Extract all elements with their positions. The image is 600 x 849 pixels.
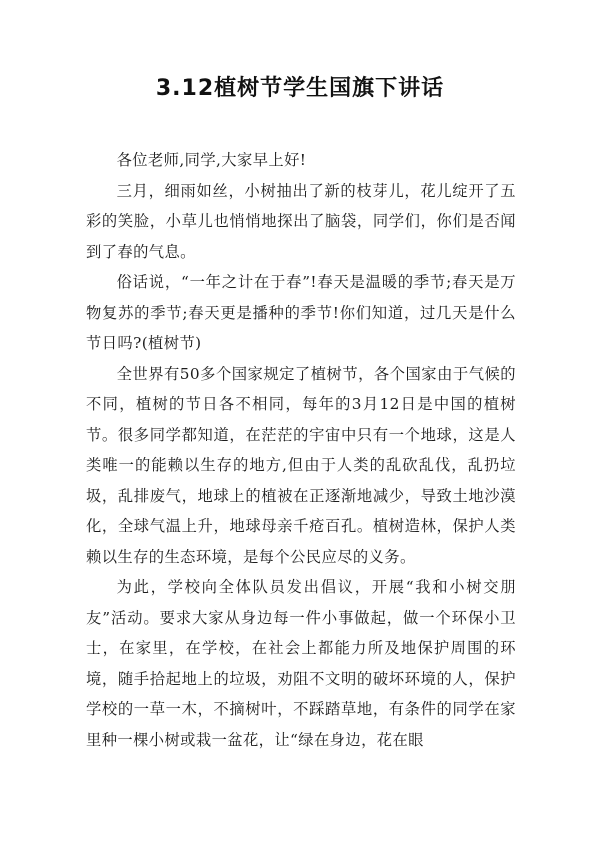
body-paragraph-initiative: 为此，学校向全体队员发出倡议，开展“我和小树交朋友”活动。要求大家从身边每一件小事做起，做一个环保小卫士，在家里，在学校，在社会上都能力所及地保护周围的环境，随手拾起地上的垃圾，劝阻不文明的破坏环境的人，保护学校的一草一木，不摘树叶，不踩踏草地，有条件的同学在家里种一棵小树或栽一盆花，让“绿在身边，花在眼	[86, 578, 516, 749]
greeting-paragraph: 各位老师,同学,大家早上好!	[116, 151, 307, 169]
body-paragraph-arbor-day: 全世界有50多个国家规定了植树节，各个国家由于气候的不同，植树的节日各不相同，每年的3月12日是中国的植树节。很多同学都知道，在茫茫的宇宙中只有一个地球，这是人类唯一的能赖以生存的地方,但由于人类的乱砍乱伐，乱扔垃圾，乱排废气，地球上的植被在正逐渐地减少，导致土地沙漠化，全球气温上升，地球母亲千疮百孔。植树造林，保护人类赖以生存的生态环境，是每个公民应尽的义务。	[86, 364, 516, 566]
document-body	[86, 145, 516, 755]
document-title: 3.12植树节学生国旗下讲话	[155, 76, 445, 101]
body-paragraph-spring: 三月，细雨如丝，小树抽出了新的枝芽儿，花儿绽开了五彩的笑脸，小草儿也悄悄地探出了脑袋，同学们，你们是否闻到了春的气息。	[86, 181, 516, 261]
body-paragraph-proverb: 俗话说，“一年之计在于春”!春天是温暖的季节;春天是万物复苏的季节;春天更是播种的季节!你们知道，过几天是什么节日吗?(植树节)	[86, 273, 516, 352]
